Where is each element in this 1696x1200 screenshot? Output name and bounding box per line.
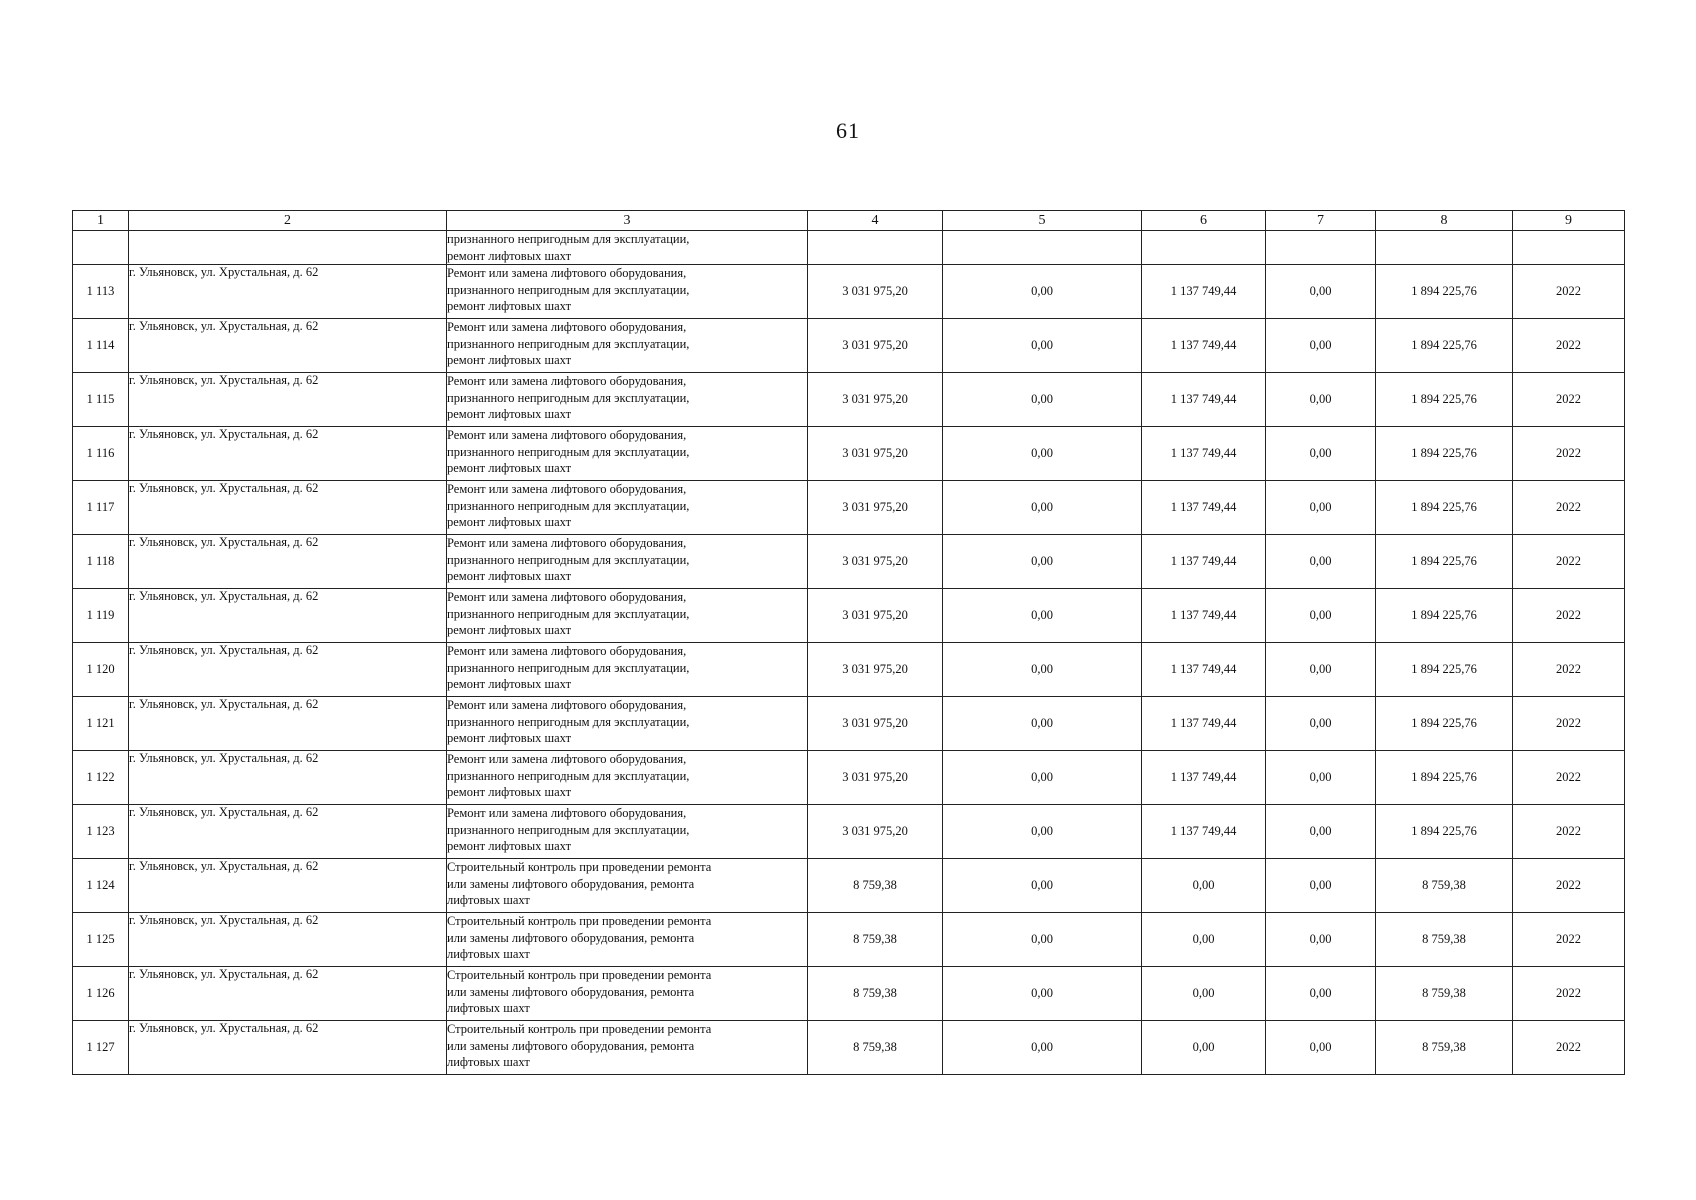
year-cell: 2022 [1513,373,1625,427]
work-line: Ремонт или замена лифтового оборудования, [447,374,687,388]
value-col5-cell: 0,00 [943,859,1142,913]
value-col5-cell: 0,00 [943,1021,1142,1075]
year-cell: 2022 [1513,751,1625,805]
work-line: или замены лифтового оборудования, ремонта [447,930,695,945]
work-description-cell [447,751,808,805]
value-col5-cell: 0,00 [943,805,1142,859]
work-description-cell [447,805,808,859]
year-cell: 2022 [1513,319,1625,373]
row-number-cell: 1 119 [73,589,129,643]
year-cell: 2022 [1513,1021,1625,1075]
work-line: лифтовых шахт [447,893,530,907]
table-row [73,373,1625,427]
continuation-row [73,231,1625,265]
table-row [73,859,1625,913]
value-col7-cell: 0,00 [1266,427,1376,481]
row-number-cell: 1 124 [73,859,129,913]
cost-total-cell: 3 031 975,20 [808,697,943,751]
row-number-cell: 1 113 [73,265,129,319]
work-line: Ремонт или замена лифтового оборудования, [447,536,687,550]
work-line: Строительный контроль при проведении ремонта [447,968,712,982]
year-cell: 2022 [1513,589,1625,643]
address-cell: г. Ульяновск, ул. Хрустальная, д. 62 [129,373,447,427]
row-number-cell: 1 114 [73,319,129,373]
table-row [73,967,1625,1021]
cost-total-cell: 8 759,38 [808,913,943,967]
table-row [73,589,1625,643]
value-col7-cell: 0,00 [1266,913,1376,967]
cost-total-cell: 3 031 975,20 [808,643,943,697]
cost-total-cell: 8 759,38 [808,967,943,1021]
value-col5-cell: 0,00 [943,967,1142,1021]
value-col8-cell: 1 894 225,76 [1376,589,1513,643]
column-header: 6 [1142,211,1266,231]
column-header: 8 [1376,211,1513,231]
row-number-cell [73,231,129,265]
value-col5-cell: 0,00 [943,751,1142,805]
value-col8-cell: 1 894 225,76 [1376,751,1513,805]
value-col5-cell: 0,00 [943,913,1142,967]
value-col6-cell: 1 137 749,44 [1142,427,1266,481]
table-row [73,643,1625,697]
work-description-cell [447,643,808,697]
row-number-cell: 1 120 [73,643,129,697]
cost-total-cell: 8 759,38 [808,1021,943,1075]
work-line: Ремонт или замена лифтового оборудования, [447,698,687,712]
work-line: ремонт лифтовых шахт [447,407,572,421]
cost-total-cell: 3 031 975,20 [808,427,943,481]
column-header: 3 [447,211,808,231]
work-line: Ремонт или замена лифтового оборудования, [447,644,687,658]
work-line: признанного непригодным для эксплуатации, [447,498,690,513]
address-cell: г. Ульяновск, ул. Хрустальная, д. 62 [129,1021,447,1075]
address-cell: г. Ульяновск, ул. Хрустальная, д. 62 [129,535,447,589]
year-cell: 2022 [1513,481,1625,535]
work-line: Ремонт или замена лифтового оборудования, [447,320,687,334]
work-line: признанного непригодным для эксплуатации, [447,606,690,621]
year-cell: 2022 [1513,535,1625,589]
work-line: ремонт лифтовых шахт [447,623,572,637]
table-row [73,481,1625,535]
work-line: ремонт лифтовых шахт [447,839,572,853]
work-description-cell [447,967,808,1021]
work-description-cell [447,319,808,373]
address-cell: г. Ульяновск, ул. Хрустальная, д. 62 [129,697,447,751]
row-number-cell: 1 117 [73,481,129,535]
table-row [73,913,1625,967]
value-col6-cell: 0,00 [1142,913,1266,967]
work-line: или замены лифтового оборудования, ремонта [447,1038,695,1053]
work-line: признанного непригодным для эксплуатации, [447,282,690,297]
value-col6-cell: 0,00 [1142,1021,1266,1075]
value-col7-cell: 0,00 [1266,481,1376,535]
table-row [73,805,1625,859]
work-description-cell [447,913,808,967]
cost-total-cell: 8 759,38 [808,859,943,913]
value-col6-cell: 0,00 [1142,967,1266,1021]
repair-register-table [72,210,1625,1075]
year-cell: 2022 [1513,265,1625,319]
work-line: Строительный контроль при проведении ремонта [447,1022,712,1036]
value-cell [1513,231,1625,265]
row-number-cell: 1 122 [73,751,129,805]
work-line: ремонт лифтовых шахт [447,461,572,475]
value-col6-cell: 1 137 749,44 [1142,697,1266,751]
year-cell: 2022 [1513,697,1625,751]
table-row [73,265,1625,319]
value-col6-cell: 0,00 [1142,859,1266,913]
work-line: признанного непригодным для эксплуатации, [447,822,690,837]
value-col7-cell: 0,00 [1266,805,1376,859]
work-line: ремонт лифтовых шахт [447,299,572,313]
work-description-cell [447,265,808,319]
work-line: Ремонт или замена лифтового оборудования, [447,590,687,604]
page-number: 61 [836,118,860,143]
column-header: 7 [1266,211,1376,231]
value-col6-cell: 1 137 749,44 [1142,373,1266,427]
value-col7-cell: 0,00 [1266,859,1376,913]
work-description-cell [447,589,808,643]
value-col5-cell: 0,00 [943,535,1142,589]
work-description-cell [447,427,808,481]
value-col6-cell: 1 137 749,44 [1142,481,1266,535]
value-col5-cell: 0,00 [943,589,1142,643]
row-number-cell: 1 126 [73,967,129,1021]
work-line: лифтовых шахт [447,1001,530,1015]
cost-total-cell: 3 031 975,20 [808,265,943,319]
work-line: ремонт лифтовых шахт [447,569,572,583]
work-line: Ремонт или замена лифтового оборудования, [447,752,687,766]
value-col5-cell: 0,00 [943,319,1142,373]
cost-total-cell: 3 031 975,20 [808,373,943,427]
address-cell: г. Ульяновск, ул. Хрустальная, д. 62 [129,589,447,643]
value-col7-cell: 0,00 [1266,751,1376,805]
cost-total-cell: 3 031 975,20 [808,589,943,643]
work-line: ремонт лифтовых шахт [447,785,572,799]
address-cell: г. Ульяновск, ул. Хрустальная, д. 62 [129,643,447,697]
value-col5-cell: 0,00 [943,265,1142,319]
work-description-cell [447,231,808,265]
column-header: 1 [73,211,129,231]
work-description-cell [447,859,808,913]
row-number-cell: 1 118 [73,535,129,589]
value-col8-cell: 1 894 225,76 [1376,427,1513,481]
address-cell: г. Ульяновск, ул. Хрустальная, д. 62 [129,427,447,481]
value-col8-cell: 8 759,38 [1376,1021,1513,1075]
work-description-cell [447,697,808,751]
row-number-cell: 1 127 [73,1021,129,1075]
value-cell [1266,231,1376,265]
address-cell: г. Ульяновск, ул. Хрустальная, д. 62 [129,319,447,373]
row-number-cell: 1 121 [73,697,129,751]
work-line: признанного непригодным для эксплуатации, [447,768,690,783]
year-cell: 2022 [1513,643,1625,697]
row-number-cell: 1 123 [73,805,129,859]
address-cell: г. Ульяновск, ул. Хрустальная, д. 62 [129,913,447,967]
cost-total-cell: 3 031 975,20 [808,319,943,373]
cost-total-cell: 3 031 975,20 [808,751,943,805]
cost-total-cell: 3 031 975,20 [808,535,943,589]
address-cell: г. Ульяновск, ул. Хрустальная, д. 62 [129,967,447,1021]
work-line: Ремонт или замена лифтового оборудования, [447,428,687,442]
value-col8-cell: 1 894 225,76 [1376,697,1513,751]
value-col5-cell: 0,00 [943,481,1142,535]
column-number-row [73,211,1625,231]
cost-total-cell: 3 031 975,20 [808,481,943,535]
value-col5-cell: 0,00 [943,697,1142,751]
row-number-cell: 1 116 [73,427,129,481]
work-description-cell [447,535,808,589]
work-line: ремонт лифтовых шахт [447,353,572,367]
work-line: Ремонт или замена лифтового оборудования, [447,806,687,820]
address-cell: г. Ульяновск, ул. Хрустальная, д. 62 [129,481,447,535]
work-description-cell [447,373,808,427]
work-line: признанного непригодным для эксплуатации, [447,390,690,405]
value-col8-cell: 1 894 225,76 [1376,643,1513,697]
value-col8-cell: 1 894 225,76 [1376,319,1513,373]
address-cell: г. Ульяновск, ул. Хрустальная, д. 62 [129,805,447,859]
value-col8-cell: 1 894 225,76 [1376,265,1513,319]
row-number-cell: 1 125 [73,913,129,967]
work-line: ремонт лифтовых шахт [447,248,572,263]
year-cell: 2022 [1513,805,1625,859]
table-row [73,319,1625,373]
work-line: Ремонт или замена лифтового оборудования, [447,266,687,280]
work-description-cell [447,1021,808,1075]
value-col7-cell: 0,00 [1266,535,1376,589]
value-col5-cell: 0,00 [943,427,1142,481]
year-cell: 2022 [1513,427,1625,481]
table-row [73,697,1625,751]
work-line: или замены лифтового оборудования, ремонта [447,984,695,999]
value-col7-cell: 0,00 [1266,373,1376,427]
work-line: или замены лифтового оборудования, ремонта [447,876,695,891]
value-col8-cell: 1 894 225,76 [1376,535,1513,589]
work-line: признанного непригодным для эксплуатации, [447,714,690,729]
value-cell [808,231,943,265]
work-line: Ремонт или замена лифтового оборудования, [447,482,687,496]
value-col7-cell: 0,00 [1266,319,1376,373]
cost-total-cell: 3 031 975,20 [808,805,943,859]
address-cell: г. Ульяновск, ул. Хрустальная, д. 62 [129,751,447,805]
table-row [73,427,1625,481]
work-description-cell [447,481,808,535]
value-col7-cell: 0,00 [1266,643,1376,697]
work-line: признанного непригодным для эксплуатации, [447,444,690,459]
value-col7-cell: 0,00 [1266,1021,1376,1075]
column-header: 2 [129,211,447,231]
table-row [73,535,1625,589]
year-cell: 2022 [1513,913,1625,967]
work-line: признанного непригодным для эксплуатации, [447,336,690,351]
column-header: 9 [1513,211,1625,231]
work-line: лифтовых шахт [447,1055,530,1069]
value-col6-cell: 1 137 749,44 [1142,589,1266,643]
year-cell: 2022 [1513,859,1625,913]
work-line: признанного непригодным для эксплуатации, [447,552,690,567]
row-number-cell: 1 115 [73,373,129,427]
value-col7-cell: 0,00 [1266,967,1376,1021]
value-col6-cell: 1 137 749,44 [1142,319,1266,373]
value-col6-cell: 1 137 749,44 [1142,805,1266,859]
work-line: признанного непригодным для эксплуатации, [447,660,690,675]
value-col6-cell: 1 137 749,44 [1142,751,1266,805]
work-line: ремонт лифтовых шахт [447,731,572,745]
work-line: признанного непригодным для эксплуатации, [447,232,690,246]
value-col5-cell: 0,00 [943,373,1142,427]
value-cell [1376,231,1513,265]
column-header: 5 [943,211,1142,231]
address-cell: г. Ульяновск, ул. Хрустальная, д. 62 [129,265,447,319]
table-row [73,751,1625,805]
work-line: Строительный контроль при проведении ремонта [447,860,712,874]
value-col8-cell: 8 759,38 [1376,967,1513,1021]
value-col8-cell: 8 759,38 [1376,913,1513,967]
value-col8-cell: 1 894 225,76 [1376,373,1513,427]
value-col7-cell: 0,00 [1266,265,1376,319]
value-col7-cell: 0,00 [1266,589,1376,643]
work-line: ремонт лифтовых шахт [447,677,572,691]
work-line: ремонт лифтовых шахт [447,515,572,529]
value-col8-cell: 1 894 225,76 [1376,805,1513,859]
value-col5-cell: 0,00 [943,643,1142,697]
year-cell: 2022 [1513,967,1625,1021]
value-col8-cell: 1 894 225,76 [1376,481,1513,535]
value-col7-cell: 0,00 [1266,697,1376,751]
table-row [73,1021,1625,1075]
value-col6-cell: 1 137 749,44 [1142,265,1266,319]
work-line: лифтовых шахт [447,947,530,961]
value-cell [1142,231,1266,265]
address-cell [129,231,447,265]
address-cell: г. Ульяновск, ул. Хрустальная, д. 62 [129,859,447,913]
value-col6-cell: 1 137 749,44 [1142,535,1266,589]
value-col8-cell: 8 759,38 [1376,859,1513,913]
work-line: Строительный контроль при проведении ремонта [447,914,712,928]
column-header: 4 [808,211,943,231]
value-cell [943,231,1142,265]
value-col6-cell: 1 137 749,44 [1142,643,1266,697]
